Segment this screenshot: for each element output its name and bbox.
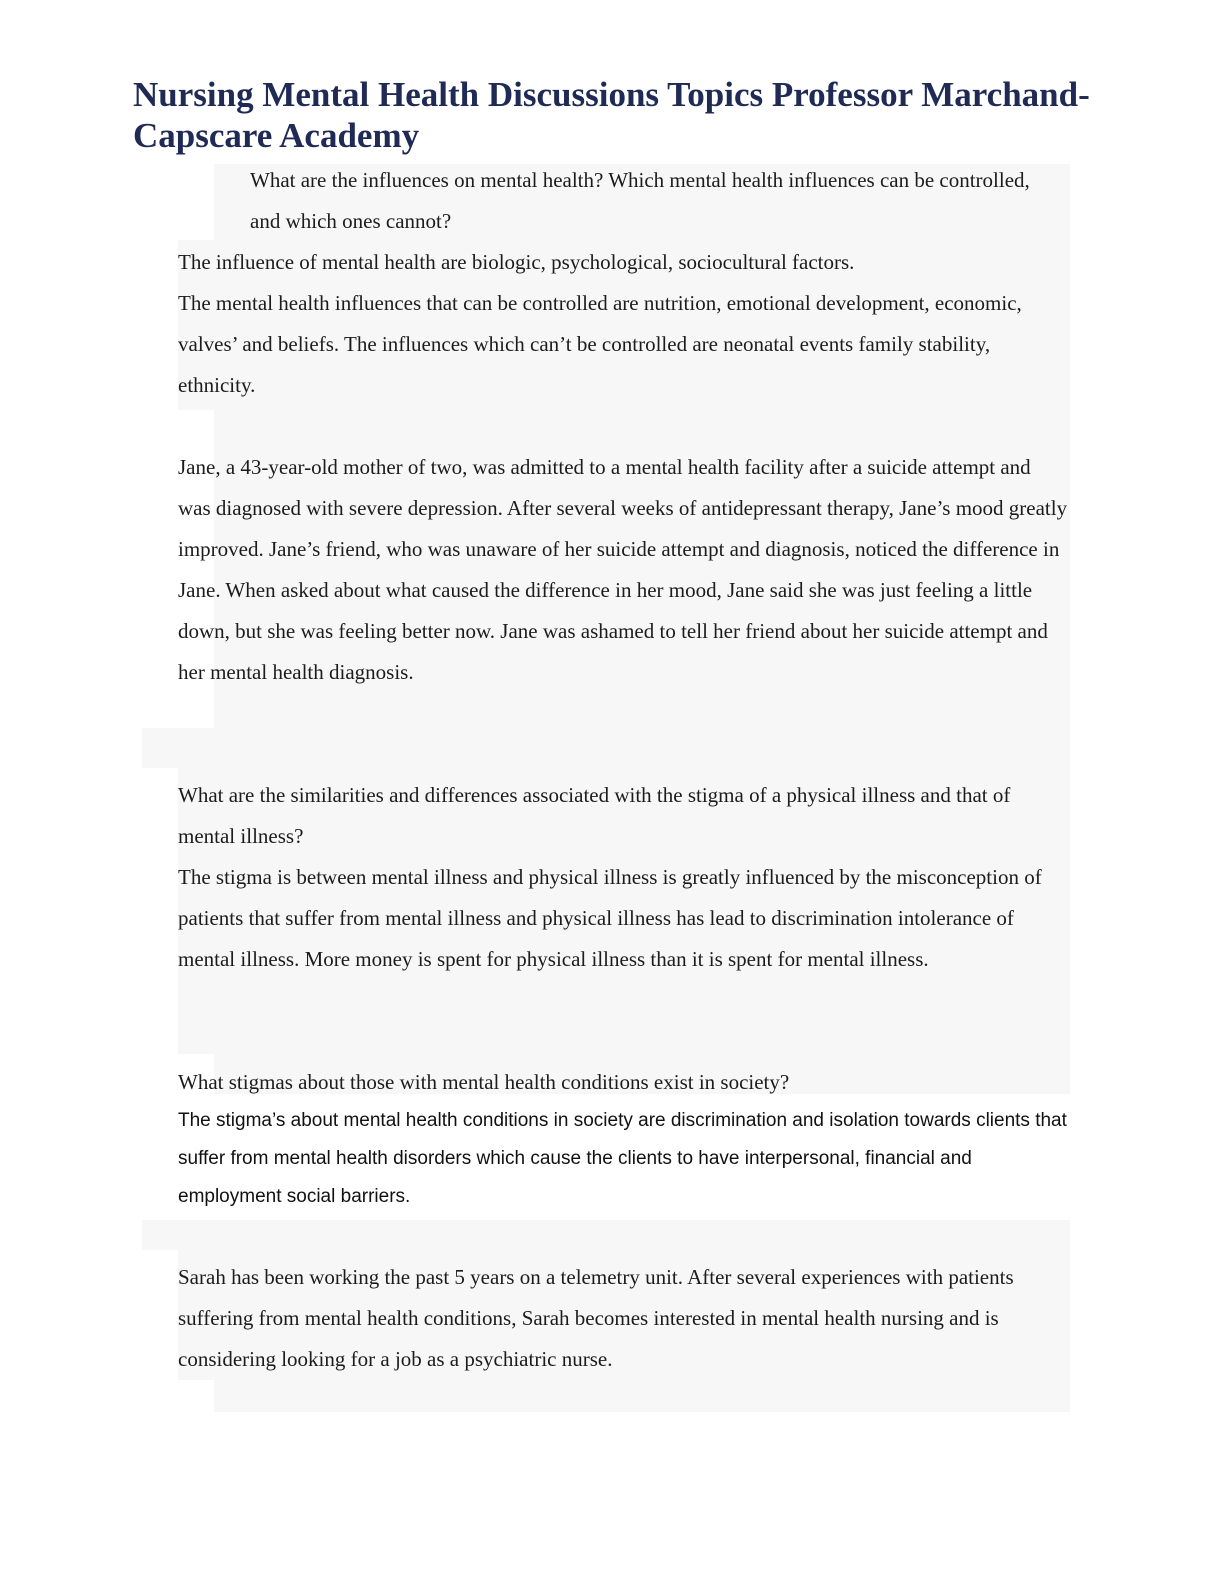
document-title: Nursing Mental Health Discussions Topics Professor Marchand- Capscare Academy [133,75,1090,155]
answer-paragraph: The mental health influences that can be controlled are nutrition, emotional development, economic, valves’ and beliefs. The influences which can’t be controlled are neonatal events family stability, ethnicity. [178,291,1022,397]
text-highlight-block [142,728,1070,768]
answer-paragraph: The influence of mental health are biologic, psychological, sociocultural factors. [178,250,855,274]
answer-paragraph: The stigma’s about mental health conditions in society are discrimination and isolation towards clients that suffer from mental health disorders which cause the clients to have interpersonal, financial and employment social barriers. [178,1110,1067,1207]
text-highlight-block [142,1220,1070,1250]
text-highlight-block [214,1380,1070,1412]
case-study-paragraph: Jane, a 43-year-old mother of two, was admitted to a mental health facility after a suicide attempt and was diagnosed with severe depression. After several weeks of antidepressant therapy, Jane’s mood greatly improved. Jane’s friend, who was unaware of her suicide attempt and diagnosis, noticed the difference in Jane. When asked about what caused the difference in her mood, Jane said she was just feeling a little down, but she was feeling better now. Jane was ashamed to tell her friend about her suicide attempt and her mental health diagnosis. [178,455,1068,684]
question-paragraph: What are the similarities and differences associated with the stigma of a physical illness and that of mental illness? [178,783,1011,848]
case-study-paragraph: Sarah has been working the past 5 years on a telemetry unit. After several experiences with patients suffering from mental health conditions, Sarah becomes interested in mental health nursing and is considering looking for a job as a psychiatric nurse. [178,1265,1014,1371]
answer-paragraph: The stigma is between mental illness and physical illness is greatly influenced by the misconception of patients that suffer from mental illness and physical illness has lead to discrimination intolerance of mental illness. More money is spent for physical illness than it is spent for mental illness. [178,865,1042,971]
question-paragraph: What are the influences on mental health? Which mental health influences can be controlled, and which ones cannot? [250,168,1030,233]
question-paragraph: What stigmas about those with mental health conditions exist in society? [178,1070,790,1094]
